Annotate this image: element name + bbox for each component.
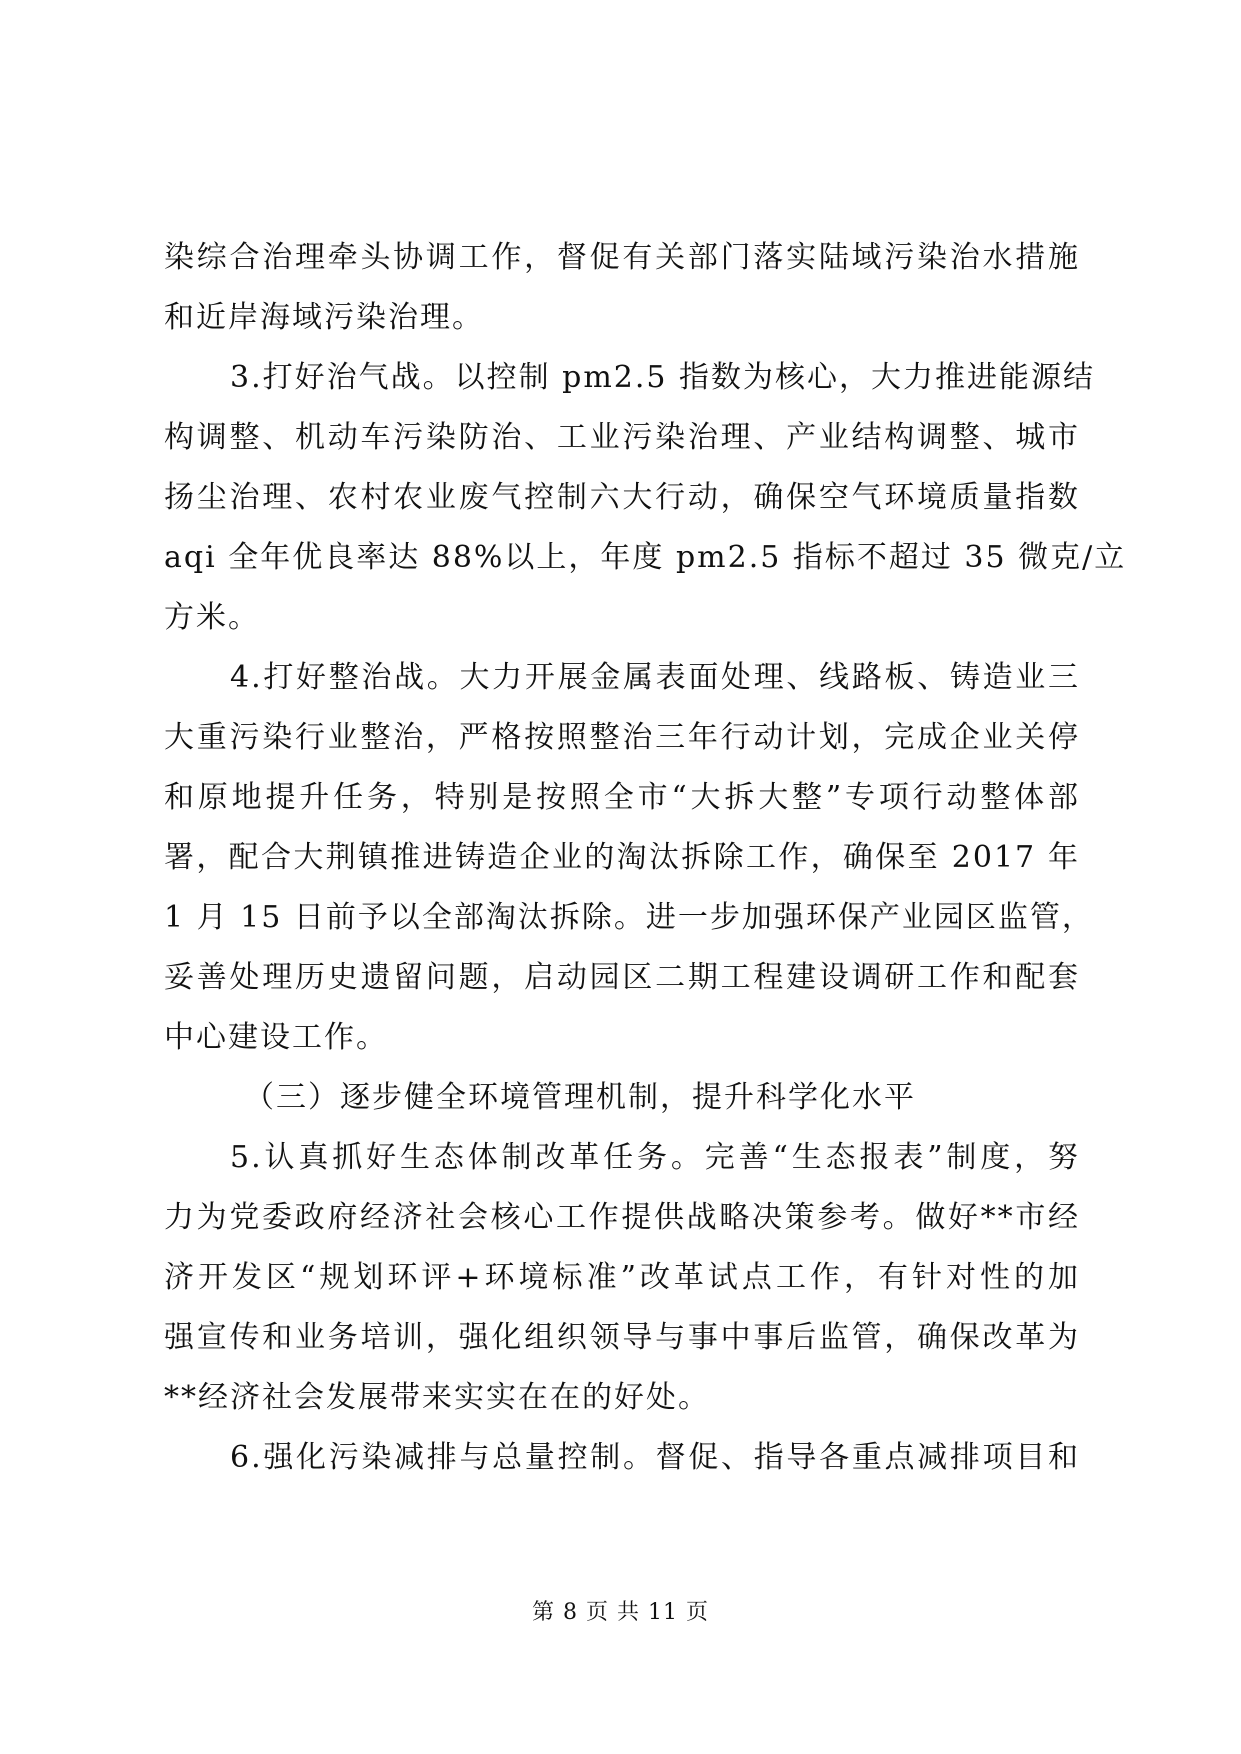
text-line: 妥善处理历史遗留问题，启动园区二期工程建设调研工作和配套 (164, 960, 1080, 995)
text-line: 济开发区“规划环评+环境标准”改革试点工作，有针对性的加 (164, 1260, 1080, 1295)
text-line: 构调整、机动车污染防治、工业污染治理、产业结构调整、城市 (164, 420, 1080, 455)
text-line: 强宣传和业务培训，强化组织领导与事中事后监管，确保改革为 (164, 1320, 1080, 1355)
page-footer: 第 8 页 共 11 页 (532, 1600, 709, 1625)
text-line: 扬尘治理、农村农业废气控制六大行动，确保空气环境质量指数 (164, 480, 1080, 515)
paragraph-start-4: 4.打好整治战。大力开展金属表面处理、线路板、铸造业三 (230, 660, 1080, 695)
text-line: 大重污染行业整治，严格按照整治三年行动计划，完成企业关停 (164, 720, 1080, 755)
text-line: 力为党委政府经济社会核心工作提供战略决策参考。做好**市经 (164, 1200, 1080, 1235)
paragraph-start-5: 5.认真抓好生态体制改革任务。完善“生态报表”制度，努 (230, 1140, 1080, 1175)
body-text (164, 228, 1127, 1488)
text-line: 中心建设工作。 (164, 1020, 388, 1055)
text-line: 染综合治理牵头协调工作，督促有关部门落实陆域污染治水措施 (164, 240, 1080, 275)
section-heading: （三）逐步健全环境管理机制，提升科学化水平 (244, 1080, 916, 1115)
paragraph-start-3: 3.打好治气战。以控制 pm2.5 指数为核心，大力推进能源结 (230, 360, 1096, 395)
paragraph-start-6: 6.强化污染减排与总量控制。督促、指导各重点减排项目和 (230, 1440, 1080, 1475)
text-line: 和原地提升任务，特别是按照全市“大拆大整”专项行动整体部 (164, 780, 1080, 815)
text-line: **经济社会发展带来实实在在的好处。 (164, 1380, 710, 1415)
text-line: 方米。 (164, 600, 260, 635)
text-line: 1 月 15 日前予以全部淘汰拆除。进一步加强环保产业园区监管， (164, 900, 1094, 935)
text-line: 署，配合大荆镇推进铸造企业的淘汰拆除工作，确保至 2017 年 (164, 840, 1080, 875)
text-line: aqi 全年优良率达 88%以上，年度 pm2.5 指标不超过 35 微克/立 (164, 540, 1127, 575)
text-line: 和近岸海域污染治理。 (164, 300, 484, 335)
